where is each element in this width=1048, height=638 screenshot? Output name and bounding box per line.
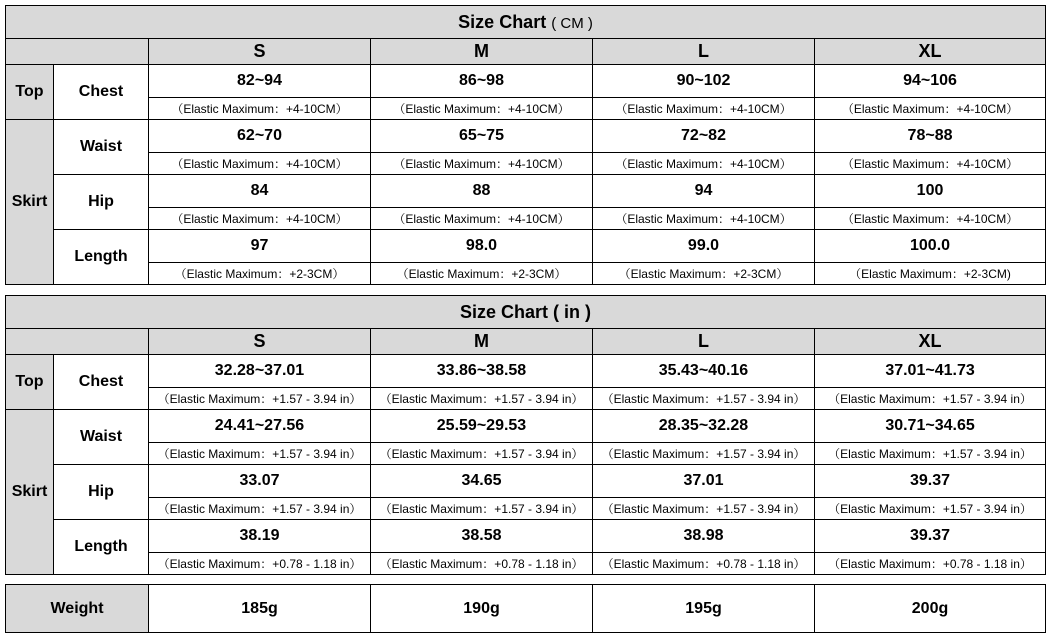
value-cell: 32.28~37.01 xyxy=(149,355,371,388)
elastic-note: （Elastic Maximum：+2-3CM） xyxy=(149,263,371,285)
value-cell: 94~106 xyxy=(815,65,1046,98)
value-cell: 78~88 xyxy=(815,120,1046,153)
header-blank xyxy=(6,329,149,355)
size-header-xl: XL xyxy=(815,329,1046,355)
weight-label: Weight xyxy=(6,585,149,633)
measure-label-length: Length xyxy=(54,230,149,285)
measure-label-waist: Waist xyxy=(54,120,149,175)
value-cell: 98.0 xyxy=(371,230,593,263)
value-cell: 100.0 xyxy=(815,230,1046,263)
elastic-note: （Elastic Maximum：+1.57 - 3.94 in） xyxy=(815,443,1046,465)
chart-title-text: Size Chart xyxy=(460,301,549,322)
elastic-note: （Elastic Maximum：+4-10CM） xyxy=(815,208,1046,230)
weight-table xyxy=(5,584,1046,633)
elastic-note: （Elastic Maximum：+2-3CM） xyxy=(371,263,593,285)
elastic-note: （Elastic Maximum：+4-10CM） xyxy=(149,208,371,230)
value-cell: 84 xyxy=(149,175,371,208)
chart-title-in xyxy=(6,296,1046,329)
size-chart-in xyxy=(5,295,1046,575)
weight-value-l: 195g xyxy=(593,585,815,633)
elastic-note: （Elastic Maximum：+4-10CM） xyxy=(593,208,815,230)
group-top: Top xyxy=(6,355,54,410)
measure-label-chest: Chest xyxy=(54,65,149,120)
value-cell: 86~98 xyxy=(371,65,593,98)
elastic-note: （Elastic Maximum：+1.57 - 3.94 in） xyxy=(149,498,371,520)
value-cell: 62~70 xyxy=(149,120,371,153)
elastic-note: （Elastic Maximum：+1.57 - 3.94 in） xyxy=(815,388,1046,410)
value-cell: 39.37 xyxy=(815,520,1046,553)
size-header-s: S xyxy=(149,329,371,355)
value-cell: 28.35~32.28 xyxy=(593,410,815,443)
chart-title-unit: ( in ) xyxy=(553,301,592,322)
value-cell: 97 xyxy=(149,230,371,263)
elastic-note: （Elastic Maximum：+0.78 - 1.18 in） xyxy=(815,553,1046,575)
value-cell: 82~94 xyxy=(149,65,371,98)
elastic-note: （Elastic Maximum：+2-3CM） xyxy=(593,263,815,285)
value-cell: 25.59~29.53 xyxy=(371,410,593,443)
value-cell: 94 xyxy=(593,175,815,208)
elastic-note: （Elastic Maximum：+4-10CM） xyxy=(815,98,1046,120)
value-cell: 35.43~40.16 xyxy=(593,355,815,388)
measure-label-chest: Chest xyxy=(54,355,149,410)
elastic-note: （Elastic Maximum：+0.78 - 1.18 in） xyxy=(371,553,593,575)
value-cell: 90~102 xyxy=(593,65,815,98)
value-cell: 72~82 xyxy=(593,120,815,153)
value-cell: 37.01~41.73 xyxy=(815,355,1046,388)
size-header-m: M xyxy=(371,39,593,65)
group-skirt: Skirt xyxy=(6,410,54,575)
measure-label-hip: Hip xyxy=(54,465,149,520)
size-header-m: M xyxy=(371,329,593,355)
value-cell: 39.37 xyxy=(815,465,1046,498)
size-header-xl: XL xyxy=(815,39,1046,65)
elastic-note: （Elastic Maximum：+4-10CM） xyxy=(149,153,371,175)
elastic-note: （Elastic Maximum：+1.57 - 3.94 in） xyxy=(371,498,593,520)
elastic-note: （Elastic Maximum：+1.57 - 3.94 in） xyxy=(815,498,1046,520)
elastic-note: （Elastic Maximum：+4-10CM） xyxy=(593,98,815,120)
group-top: Top xyxy=(6,65,54,120)
value-cell: 33.86~38.58 xyxy=(371,355,593,388)
value-cell: 24.41~27.56 xyxy=(149,410,371,443)
value-cell: 100 xyxy=(815,175,1046,208)
elastic-note: （Elastic Maximum：+1.57 - 3.94 in） xyxy=(593,443,815,465)
size-header-l: L xyxy=(593,329,815,355)
header-blank xyxy=(6,39,149,65)
elastic-note: （Elastic Maximum：+4-10CM） xyxy=(371,153,593,175)
value-cell: 38.19 xyxy=(149,520,371,553)
elastic-note: （Elastic Maximum：+0.78 - 1.18 in） xyxy=(149,553,371,575)
value-cell: 65~75 xyxy=(371,120,593,153)
value-cell: 38.58 xyxy=(371,520,593,553)
measure-label-length: Length xyxy=(54,520,149,575)
elastic-note: （Elastic Maximum：+4-10CM） xyxy=(371,208,593,230)
chart-title-cm xyxy=(6,6,1046,39)
value-cell: 34.65 xyxy=(371,465,593,498)
measure-label-hip: Hip xyxy=(54,175,149,230)
elastic-note: （Elastic Maximum：+0.78 - 1.18 in） xyxy=(593,553,815,575)
weight-value-xl: 200g xyxy=(815,585,1046,633)
elastic-note: （Elastic Maximum：+4-10CM） xyxy=(815,153,1046,175)
elastic-note: （Elastic Maximum：+1.57 - 3.94 in） xyxy=(149,443,371,465)
elastic-note: （Elastic Maximum：+1.57 - 3.94 in） xyxy=(149,388,371,410)
value-cell: 33.07 xyxy=(149,465,371,498)
weight-value-s: 185g xyxy=(149,585,371,633)
elastic-note: （Elastic Maximum：+4-10CM） xyxy=(593,153,815,175)
size-header-s: S xyxy=(149,39,371,65)
value-cell: 99.0 xyxy=(593,230,815,263)
value-cell: 88 xyxy=(371,175,593,208)
size-chart-cm xyxy=(5,5,1046,285)
value-cell: 38.98 xyxy=(593,520,815,553)
elastic-note: （Elastic Maximum：+1.57 - 3.94 in） xyxy=(593,388,815,410)
elastic-note: （Elastic Maximum：+1.57 - 3.94 in） xyxy=(593,498,815,520)
chart-title-unit: ( CM ) xyxy=(551,14,593,32)
chart-title-text: Size Chart xyxy=(458,11,547,32)
elastic-note: （Elastic Maximum：+4-10CM） xyxy=(149,98,371,120)
elastic-note: （Elastic Maximum：+1.57 - 3.94 in） xyxy=(371,388,593,410)
elastic-note: （Elastic Maximum：+4-10CM） xyxy=(371,98,593,120)
size-header-l: L xyxy=(593,39,815,65)
measure-label-waist: Waist xyxy=(54,410,149,465)
elastic-note: （Elastic Maximum：+1.57 - 3.94 in） xyxy=(371,443,593,465)
elastic-note: （Elastic Maximum：+2-3CM) xyxy=(815,263,1046,285)
group-skirt: Skirt xyxy=(6,120,54,285)
weight-value-m: 190g xyxy=(371,585,593,633)
value-cell: 30.71~34.65 xyxy=(815,410,1046,443)
value-cell: 37.01 xyxy=(593,465,815,498)
